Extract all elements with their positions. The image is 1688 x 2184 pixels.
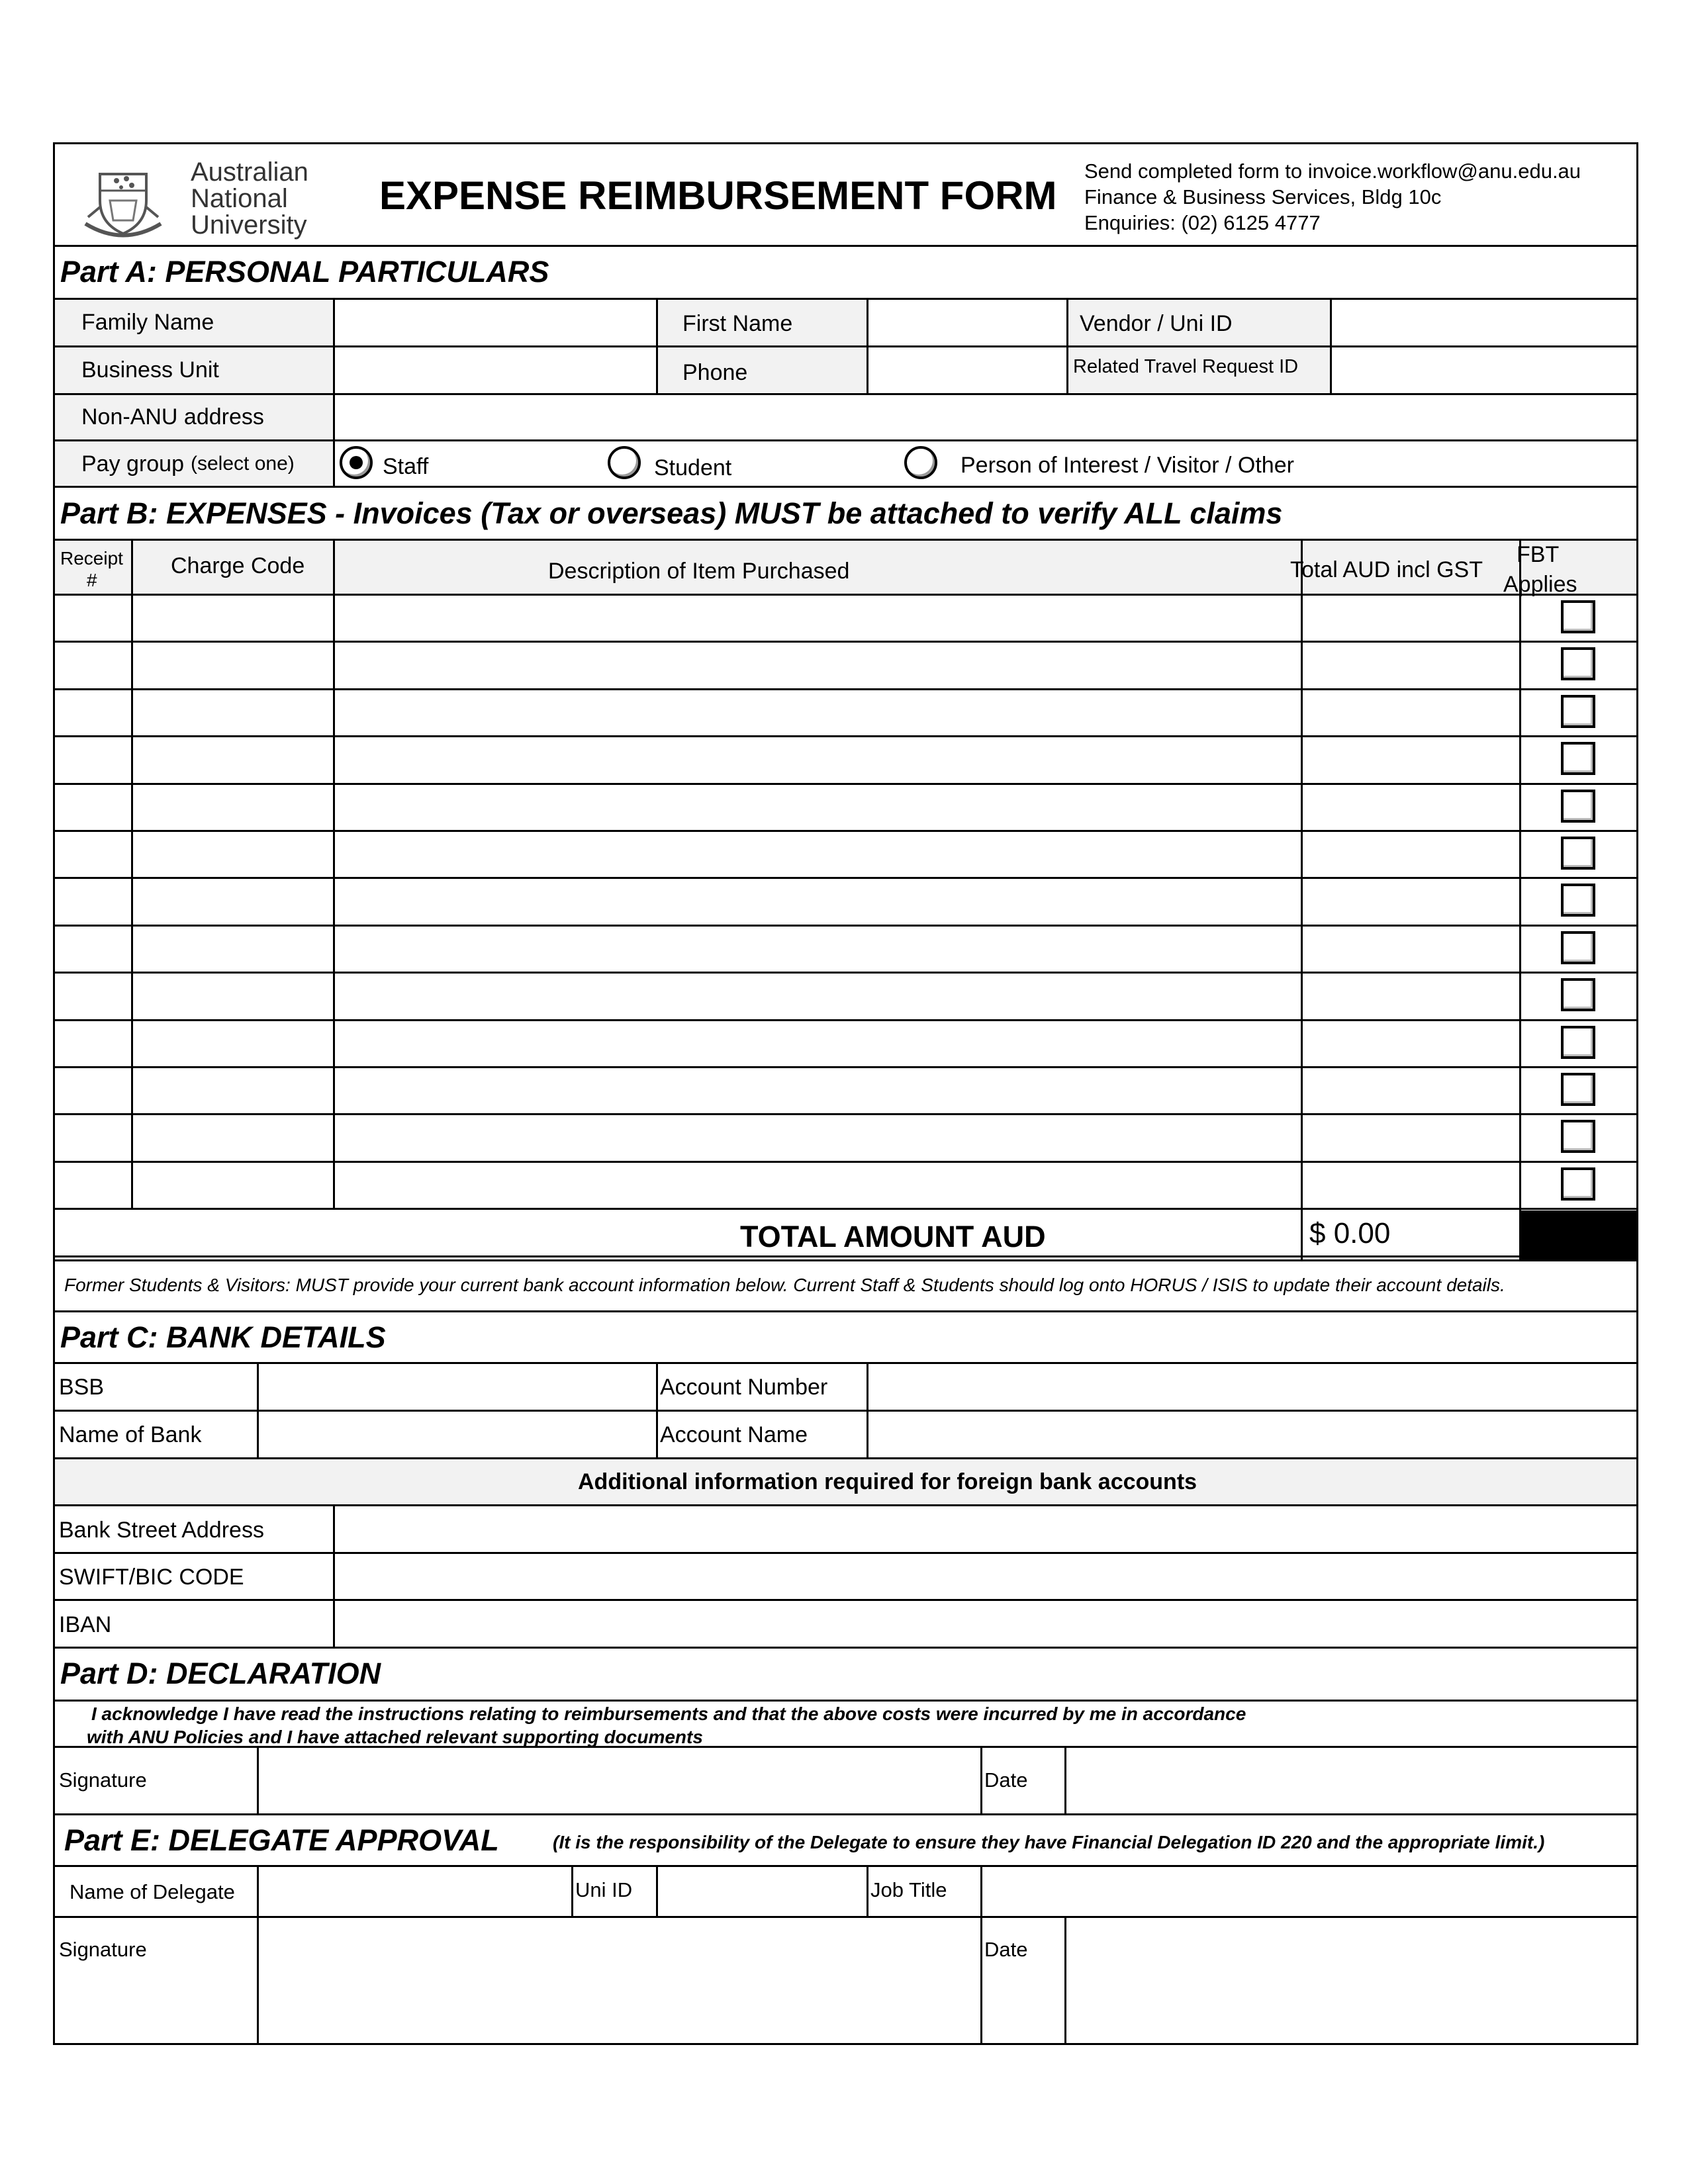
delegate-date-label: Date [984,1938,1028,1961]
receipt-header-2: # [87,570,97,590]
account-name-input[interactable] [869,1412,1634,1456]
row-divider [55,972,1636,974]
account-number-label: Account Number [660,1375,828,1400]
form-title: EXPENSE REIMBURSEMENT FORM [379,173,1057,218]
total-aud-input[interactable] [1303,880,1518,921]
iban-label: IBAN [59,1612,112,1637]
charge-code-input[interactable] [134,691,332,733]
delegate-name-input[interactable] [259,1868,570,1915]
row-divider [55,1066,1636,1068]
delegate-uni-id-label: Uni ID [575,1878,633,1901]
row-divider [55,641,1636,643]
account-number-input[interactable] [869,1365,1634,1408]
description-input[interactable] [336,1022,1299,1064]
total-aud-input[interactable] [1303,833,1518,874]
fbt-checkbox[interactable] [1561,742,1595,775]
charge-code-input[interactable] [134,738,332,780]
receipt-number-input[interactable] [57,643,132,685]
charge-code-input[interactable] [134,643,332,685]
visitor-radio[interactable] [904,446,937,479]
fbt-checkbox[interactable] [1561,695,1595,728]
travel-request-label: Related Travel Request ID [1073,356,1299,377]
staff-radio[interactable] [340,446,373,479]
phone-input[interactable] [869,348,1065,392]
delegate-uni-id-input[interactable] [659,1868,865,1915]
visitor-option-label: Person of Interest / Visitor / Other [961,453,1294,478]
receipt-number-input[interactable] [57,1022,132,1064]
fbt-header-1: FBT [1517,542,1560,567]
job-title-label: Job Title [870,1878,947,1901]
row-divider [55,1019,1636,1021]
delegate-note: (It is the responsibility of the Delegate to ensure they have Financial Delegation ID 220 and the appropriate limit.) [553,1832,1545,1852]
description-input[interactable] [336,1163,1299,1205]
delegate-name-label: Name of Delegate [70,1880,235,1903]
receipt-number-input[interactable] [57,974,132,1016]
description-input[interactable] [336,691,1299,733]
part-e-title: Part E: DELEGATE APPROVAL [64,1823,499,1857]
description-input[interactable] [336,643,1299,685]
first-name-input[interactable] [869,300,1065,344]
row-divider [55,830,1636,832]
travel-request-input[interactable] [1333,348,1634,392]
contact-line-3: Enquiries: (02) 6125 4777 [1084,211,1321,234]
fbt-checkbox[interactable] [1561,647,1595,680]
fbt-checkbox[interactable] [1561,978,1595,1011]
receipt-number-input[interactable] [57,1163,132,1205]
charge-code-input[interactable] [134,880,332,921]
staff-option-label: Staff [383,454,429,479]
description-input[interactable] [336,880,1299,921]
business-unit-input[interactable] [336,348,655,392]
row-divider [55,1113,1636,1115]
fbt-checkbox[interactable] [1561,1167,1595,1201]
fbt-checkbox[interactable] [1561,837,1595,870]
part-c-title: Part C: BANK DETAILS [60,1320,386,1354]
description-input[interactable] [336,974,1299,1016]
charge-code-input[interactable] [134,1163,332,1205]
total-aud-input[interactable] [1303,1116,1518,1158]
bank-street-input[interactable] [336,1507,1634,1551]
part-b-title: Part B: EXPENSES - Invoices (Tax or overseas) MUST be attached to verify ALL claims [60,496,1283,530]
vendor-id-label: Vendor / Uni ID [1080,311,1233,336]
total-amount-value: $ 0.00 [1309,1217,1391,1250]
bsb-input[interactable] [259,1365,655,1408]
charge-code-input[interactable] [134,927,332,969]
student-radio[interactable] [608,446,641,479]
description-input[interactable] [336,833,1299,874]
charge-code-input[interactable] [134,1116,332,1158]
charge-code-input[interactable] [134,833,332,874]
first-name-label: First Name [682,311,793,336]
receipt-number-input[interactable] [57,786,132,827]
total-aud-input[interactable] [1303,974,1518,1016]
total-aud-input[interactable] [1303,596,1518,638]
total-aud-input[interactable] [1303,738,1518,780]
logo-line-3: University [191,210,307,240]
fbt-checkbox[interactable] [1561,884,1595,917]
receipt-number-input[interactable] [57,833,132,874]
charge-code-input[interactable] [134,786,332,827]
student-option-label: Student [654,455,732,480]
row-divider [55,1255,1636,1257]
charge-code-input[interactable] [134,974,332,1016]
row-divider [55,925,1636,927]
contact-line-1: Send completed form to invoice.workflow@anu.edu.au [1084,159,1581,183]
description-input[interactable] [336,1069,1299,1111]
expense-reimbursement-form [53,142,1638,2045]
delegate-signature-input[interactable] [259,1919,979,1983]
swift-input[interactable] [336,1555,1634,1598]
bank-name-label: Name of Bank [59,1422,202,1447]
receipt-number-input[interactable] [57,738,132,780]
bank-street-label: Bank Street Address [59,1518,264,1543]
account-name-label: Account Name [660,1422,808,1447]
total-aud-input[interactable] [1303,1163,1518,1205]
total-aud-header: Total AUD incl GST [1290,557,1483,582]
pay-group-hint: (select one) [191,453,295,475]
declaration-date-label: Date [984,1768,1028,1792]
description-input[interactable] [336,786,1299,827]
charge-code-input[interactable] [134,596,332,638]
bank-info-note: Former Students & Visitors: MUST provide your current bank account information below. Current Staff & Students should log onto HORUS / ISIS to update their account details. [64,1275,1505,1295]
pay-group-label: Pay group [81,451,184,477]
fbt-checkbox[interactable] [1561,790,1595,823]
total-amount-label: TOTAL AMOUNT AUD [740,1220,1046,1253]
contact-line-2: Finance & Business Services, Bldg 10c [1084,185,1442,208]
logo-line-2: National [191,184,288,213]
non-anu-address-input[interactable] [336,396,1634,438]
declaration-signature-label: Signature [59,1768,147,1792]
charge-code-header: Charge Code [171,553,305,578]
total-aud-input[interactable] [1303,643,1518,685]
total-aud-input[interactable] [1303,1022,1518,1064]
total-aud-input[interactable] [1303,786,1518,827]
row-divider [55,1208,1636,1210]
declaration-signature-input[interactable] [259,1749,979,1812]
delegate-signature-label: Signature [59,1938,147,1961]
business-unit-label: Business Unit [81,357,219,383]
family-name-label: Family Name [81,310,214,335]
bank-name-input[interactable] [259,1412,655,1456]
receipt-number-input[interactable] [57,691,132,733]
family-name-input[interactable] [336,300,655,344]
declaration-date-input[interactable] [1067,1749,1634,1812]
non-anu-address-label: Non-ANU address [81,404,264,430]
receipt-number-input[interactable] [57,1210,132,1252]
receipt-number-input[interactable] [57,596,132,638]
foreign-bank-heading: Additional information required for foreign bank accounts [578,1469,1197,1494]
declaration-line-1: I acknowledge I have read the instructions relating to reimbursements and that the above costs were incurred by me in accordance [91,1704,1246,1724]
delegate-date-input[interactable] [1067,1919,1634,1983]
total-blackout-cell [1521,1210,1636,1259]
phone-label: Phone [682,360,748,385]
receipt-number-input[interactable] [57,1116,132,1158]
logo-line-1: Australian [191,158,308,187]
description-input[interactable] [336,738,1299,780]
description-input[interactable] [336,927,1299,969]
iban-input[interactable] [336,1602,1634,1645]
job-title-input[interactable] [983,1868,1634,1915]
receipt-header-1: Receipt [60,548,123,569]
total-aud-input[interactable] [1303,691,1518,733]
total-aud-input[interactable] [1303,927,1518,969]
radio-selected-dot [350,456,363,469]
total-aud-input[interactable] [1303,1069,1518,1111]
swift-label: SWIFT/BIC CODE [59,1565,244,1590]
anu-crest-icon [80,161,166,240]
charge-code-input[interactable] [134,1022,332,1064]
charge-code-input[interactable] [134,1210,332,1252]
part-d-title: Part D: DECLARATION [60,1657,381,1690]
row-divider [55,735,1636,737]
anu-logo [80,161,166,240]
bsb-label: BSB [59,1375,105,1400]
description-input[interactable] [336,1116,1299,1158]
row-divider [55,688,1636,690]
fbt-checkbox[interactable] [1561,1026,1595,1059]
receipt-number-input[interactable] [57,1069,132,1111]
description-header: Description of Item Purchased [548,559,850,584]
fbt-checkbox[interactable] [1561,600,1595,633]
row-divider [55,1161,1636,1163]
fbt-checkbox[interactable] [1561,1073,1595,1106]
fbt-checkbox[interactable] [1561,1120,1595,1153]
charge-code-input[interactable] [134,1069,332,1111]
row-divider [55,877,1636,879]
part-a-title: Part A: PERSONAL PARTICULARS [60,255,549,289]
receipt-number-input[interactable] [57,927,132,969]
fbt-checkbox[interactable] [1561,931,1595,964]
row-divider [55,783,1636,785]
description-input[interactable] [336,596,1299,638]
receipt-number-input[interactable] [57,880,132,921]
declaration-line-2: with ANU Policies and I have attached relevant supporting documents [87,1727,703,1747]
vendor-id-input[interactable] [1333,300,1634,344]
fbt-header-2: Applies [1503,572,1577,597]
